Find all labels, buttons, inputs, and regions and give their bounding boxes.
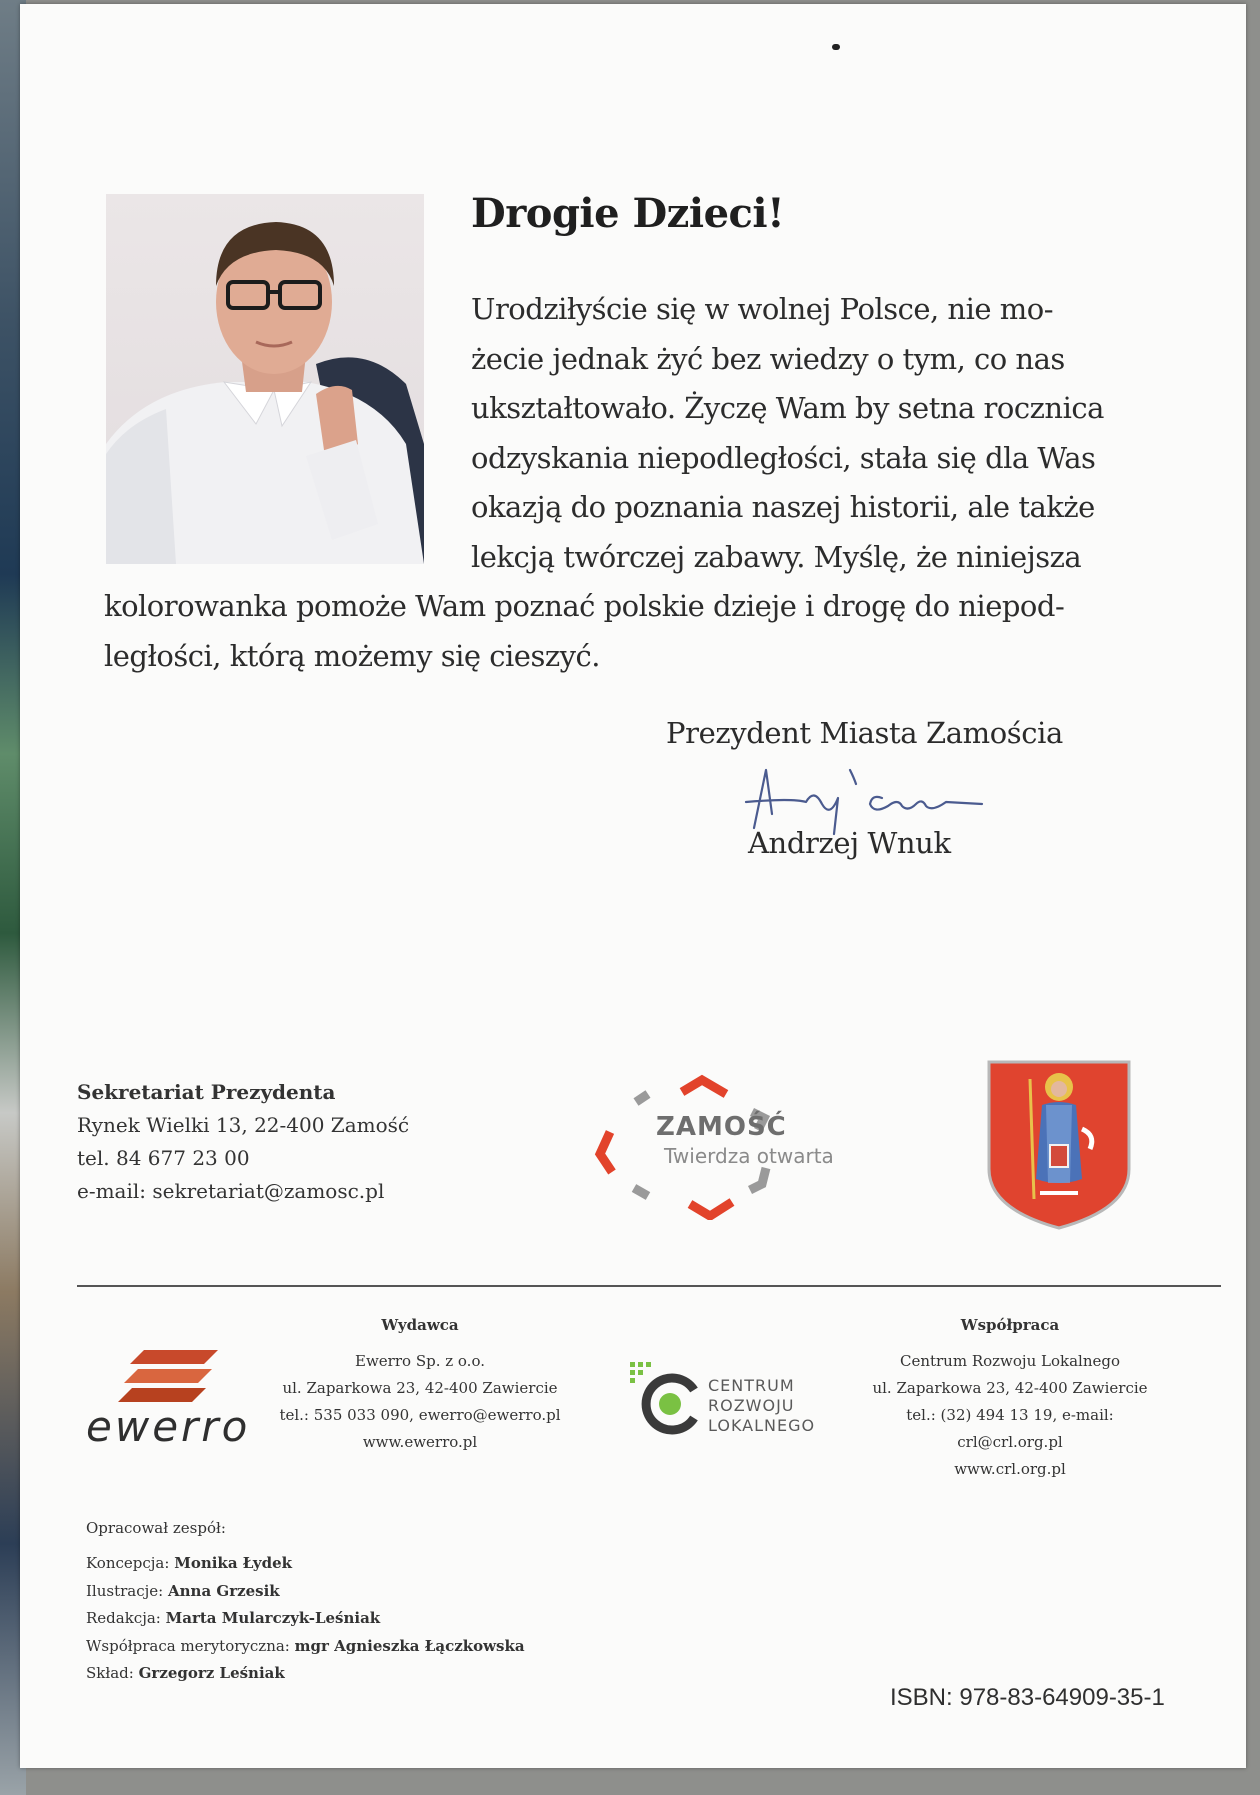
ewerro-logo-word: ewerro (86, 1402, 251, 1451)
zamosc-city-logo (590, 1068, 834, 1220)
publisher-line: Ewerro Sp. z o.o. (355, 1352, 485, 1370)
letter-body-beside-photo (471, 285, 1171, 582)
credit-role: Redakcja: (86, 1609, 161, 1627)
letter-body-full-width (104, 582, 1184, 681)
portrait-photo (106, 194, 424, 564)
publisher-line: ul. Zaparkowa 23, 42-400 Zawiercie (282, 1379, 558, 1397)
credit-person: Monika Łydek (174, 1554, 293, 1572)
contact-office: Sekretariat Prezydenta (77, 1080, 336, 1104)
credit-row (86, 1578, 525, 1606)
contact-phone: tel. 84 677 23 00 (77, 1146, 250, 1170)
city-logo-name: ZAMOŚĆ (656, 1112, 787, 1142)
credits-team (86, 1519, 525, 1688)
partner-heading: Współpraca (960, 1316, 1060, 1334)
partner-block (860, 1312, 1160, 1483)
credit-role: Współpraca merytoryczna: (86, 1636, 290, 1655)
credit-role: Skład: (86, 1664, 134, 1682)
partner-line: www.crl.org.pl (954, 1460, 1066, 1478)
credit-row (86, 1605, 525, 1633)
secretariat-contact (77, 1076, 409, 1208)
signature-name: Andrzej Wnuk (748, 826, 951, 860)
letter-line: ukształtowało. Życzę Wam by setna rocznica (471, 391, 1104, 425)
isbn: ISBN: 978-83-64909-35-1 (890, 1684, 1165, 1711)
letter-line: kolorowanka pomoże Wam poznać polskie dzieje i drogę do niepod- (104, 589, 1065, 623)
signature-title: Prezydent Miasta Zamościa (666, 716, 1063, 750)
letter-line: lekcją twórczej zabawy. Myślę, że niniejsza (471, 539, 1082, 574)
crl-logo (628, 1360, 828, 1440)
crl-logo-line: LOKALNEGO (708, 1416, 816, 1435)
city-logo-tagline: Twierdza otwarta (664, 1144, 834, 1168)
ink-speck (832, 44, 840, 50)
credit-row (86, 1660, 525, 1688)
credit-person: Anna Grzesik (168, 1581, 280, 1600)
letter-heading: Drogie Dzieci! (471, 190, 785, 237)
publisher-block (270, 1312, 570, 1456)
credit-row (86, 1550, 525, 1578)
ewerro-mark-icon (86, 1344, 256, 1404)
ewerro-logo (86, 1344, 256, 1454)
publisher-line: tel.: 535 033 090, ewerro@ewerro.pl (279, 1406, 561, 1424)
partner-line: ul. Zaparkowa 23, 42-400 Zawiercie (872, 1379, 1148, 1397)
crl-logo-line: ROZWOJU (708, 1396, 795, 1415)
crl-logo-words (708, 1376, 815, 1436)
publisher-line: www.ewerro.pl (362, 1433, 478, 1451)
credit-role: Koncepcja: (86, 1554, 170, 1572)
credits-label: Opracował zespół: (86, 1519, 226, 1537)
letter-line: okazją do poznania naszej historii, ale także (471, 490, 1095, 524)
crl-logo-line: CENTRUM (708, 1376, 795, 1395)
credit-row (86, 1633, 525, 1661)
saint-crest-icon (986, 1059, 1132, 1231)
contact-email: e-mail: sekretariat@zamosc.pl (77, 1179, 385, 1203)
crl-ring-icon (628, 1360, 708, 1440)
partner-line: tel.: (32) 494 13 19, e-mail: crl@crl.org.pl (906, 1406, 1114, 1451)
letter-line: odzyskania niepodległości, stała się dla Was (471, 440, 1096, 475)
footer-divider (77, 1285, 1221, 1287)
credit-person: Marta Mularczyk-Leśniak (165, 1609, 381, 1627)
credit-person: Grzegorz Leśniak (138, 1664, 285, 1682)
contact-address: Rynek Wielki 13, 22-400 Zamość (77, 1113, 410, 1137)
credit-role: Ilustracje: (86, 1581, 164, 1600)
letter-line: żecie jednak żyć bez wiedzy o tym, co nas (471, 341, 1065, 376)
page (20, 4, 1246, 1768)
letter-line: Urodziłyście się w wolnej Polsce, nie mo- (471, 292, 1054, 326)
credit-person: mgr Agnieszka Łączkowska (294, 1636, 525, 1655)
partner-line: Centrum Rozwoju Lokalnego (899, 1352, 1121, 1370)
publisher-heading: Wydawca (381, 1316, 459, 1334)
letter-line: ległości, którą możemy się cieszyć. (104, 638, 600, 673)
